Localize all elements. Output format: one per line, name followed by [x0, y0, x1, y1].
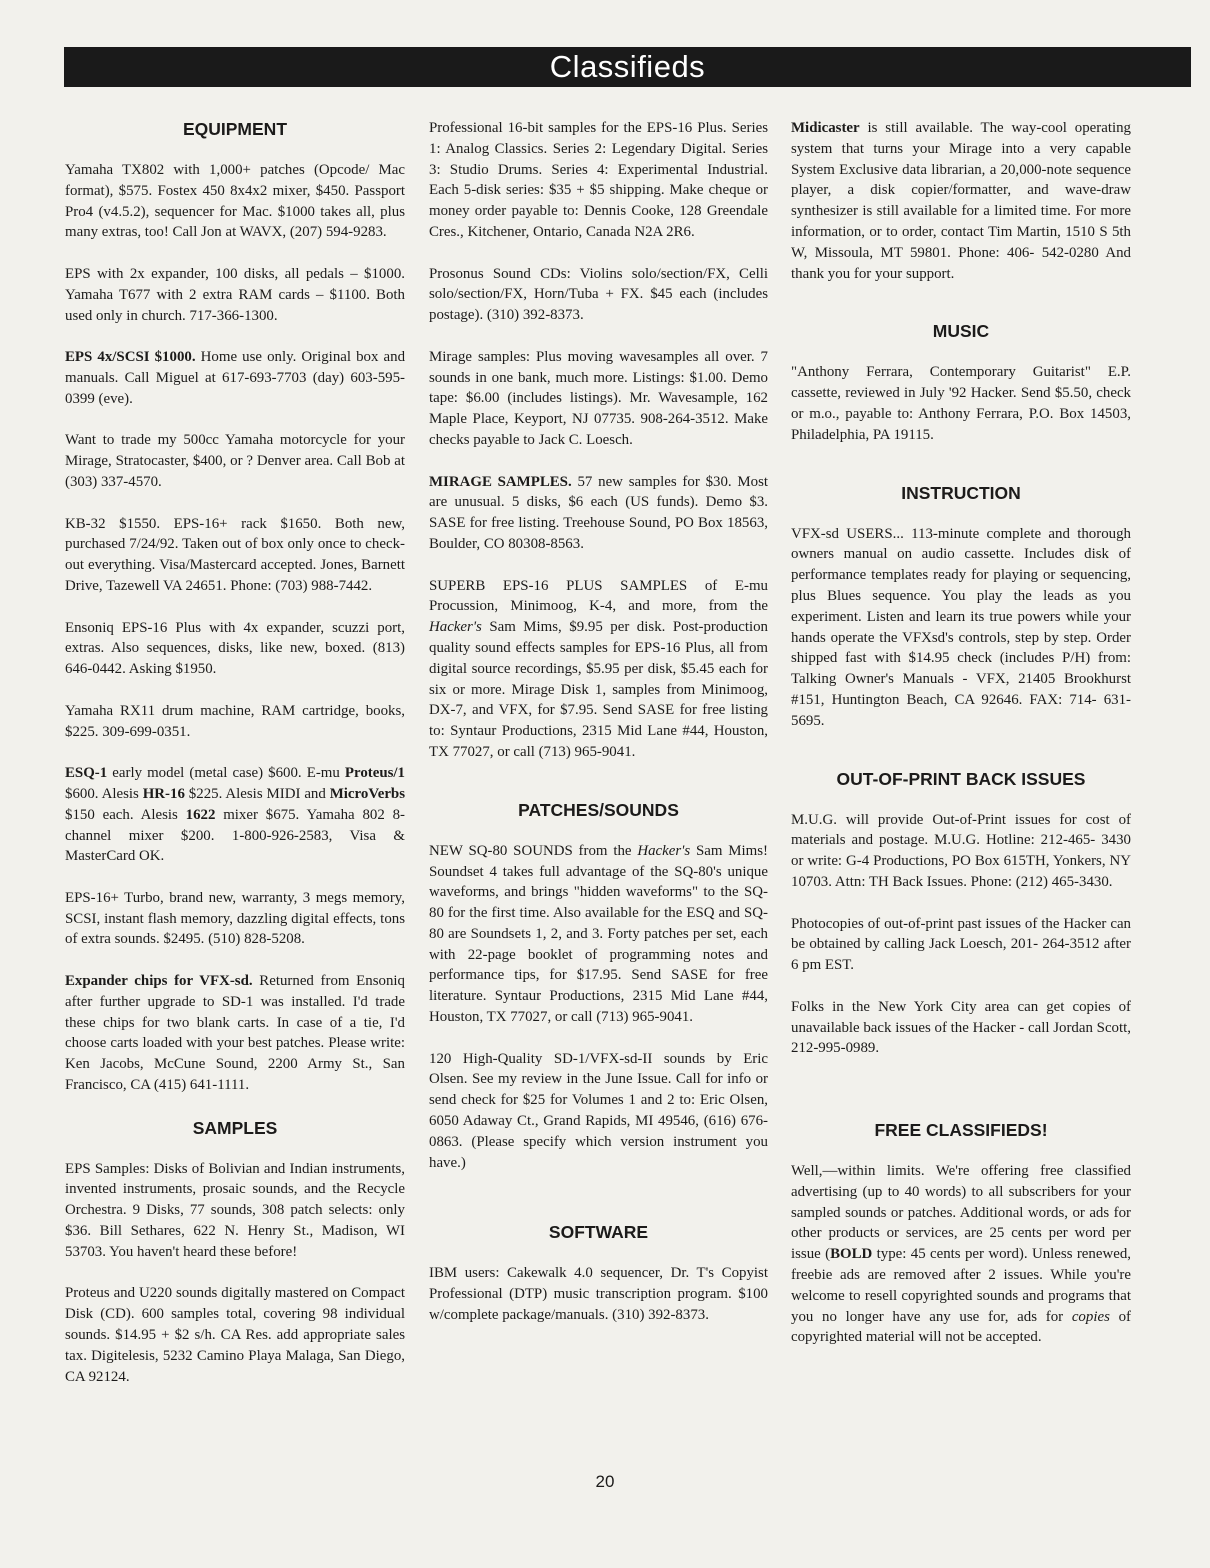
column-1 — [65, 118, 405, 1408]
section-heading-software: SOFTWARE — [548, 1222, 649, 1243]
section-heading-free-classifieds: FREE CLASSIFIEDS! — [874, 1120, 1048, 1141]
ad-bold-term: 1622 — [185, 806, 216, 823]
ad-software-cakewalk: IBM users: Cakewalk 4.0 sequencer, Dr. T's Copyist Professional (DTP) music transcription program. $100 w/complete package/manuals. (310) 392-8373. — [429, 1265, 768, 1324]
column-3 — [791, 118, 1131, 1369]
ad-music-ferrara: "Anthony Ferrara, Contemporary Guitarist" E.P. cassette, reviewed in July '92 Hacker. Send $5.50, check or m.o., payable to: Anthony Ferrara, P.O. Box 14503, Philadelphia, PA 19115. — [791, 364, 1131, 443]
ad-free-classifieds-policy — [791, 1161, 1131, 1348]
section-heading-back-issues: OUT-OF-PRINT BACK ISSUES — [836, 768, 1086, 789]
ad-equipment-eps16-turbo: EPS-16+ Turbo, brand new, warranty, 3 megs memory, SCSI, instant flash memory, dazzling digital effects, tons of extra sounds. $2495. (510) 828-5208. — [65, 889, 405, 948]
ad-body: early model (metal case) $600. E-mu — [107, 765, 345, 782]
ad-equipment-eps-expander: EPS with 2x expander, 100 disks, all pedals – $1000. Yamaha T677 with 2 extra RAM cards – $1100. Both used only in church. 717-366-1300. — [65, 265, 405, 324]
ad-equipment-kb32: KB-32 $1550. EPS-16+ rack $1650. Both new, purchased 7/24/92. Taken out of box only once to check-out everything. Visa/Mastercard accepted. Jones, Barnett Drive, Tazewell VA 24651. Phone: (703) 988-7442. — [65, 515, 405, 594]
section-heading-music: MUSIC — [932, 321, 990, 342]
ad-body: Home use only. Original box and manuals. Call Miguel at 617-693-7703 (day) 603-595-0399 (eve). — [65, 349, 406, 407]
ad-bold-term: BOLD — [830, 1246, 873, 1263]
ad-samples-prosonus: Prosonus Sound CDs: Violins solo/section/FX, Celli solo/section/FX, Horn/Tuba + FX. $45 each (includes postage). (310) 392-8373. — [429, 265, 768, 324]
ad-equipment-motorcycle-trade: Want to trade my 500cc Yamaha motorcycle for your Mirage, Stratocaster, $400, or ? Denver area. Call Bob at (303) 337-4570. — [65, 432, 405, 490]
ad-samples-16bit: Professional 16-bit samples for the EPS-16 Plus. Series 1: Analog Classics. Series 2: Legendary Digital. Series 3: Studio Drums. Series 4: Experimental Industrial. Each 5-disk series: $35 + $5 shipping. Make cheque or money order payable to: Dennis Cooke, 128 Greendale Cres., Kitchener, Ontario, Canada N2A 2R6. — [429, 120, 768, 240]
ad-software-midicaster — [791, 118, 1131, 284]
ad-lead: Midicaster — [791, 120, 860, 136]
ad-body: $225. Alesis MIDI and — [184, 785, 330, 802]
ad-patches-sd1-vfx: 120 High-Quality SD-1/VFX-sd-II sounds by Eric Olsen. See my review in the June Issue. Call for info or send check for $25 for Volumes 1 and 2 to: Eric Olsen, 6050 Adaway Ct., Grand Rapids, MI 49546, (616) 676-0863. (Please specify which version instrument you have.) — [429, 1050, 768, 1171]
ad-body: Well,—within limits. We're offering free classified advertising (up to 40 words) to all subscribers for your sampled sounds or patches. Additional words, or ads for other products or services, are 25 cents per word per issue ( — [791, 1163, 1131, 1263]
ad-body: SUPERB EPS-16 PLUS SAMPLES of E-mu Procussion, Minimoog, K-4, and more, from the — [429, 577, 768, 615]
ad-italic-term: Hacker's — [429, 619, 482, 636]
section-heading-patches: PATCHES/SOUNDS — [518, 799, 679, 820]
ad-equipment-rx11: Yamaha RX11 drum machine, RAM cartridge, books, $225. 309-699-0351. — [65, 702, 405, 740]
ad-body: is still available. The way-cool operating system that turns your Mirage into a very capable System Exclusive data librarian, a 20,000-note sequence player, a disk copier/formatter, and wave-draw synthesizer is still available for a limited time. For more information, or to order, contact Tim Martin, 1510 S 5th W, Missoula, MT 59801. Phone: 406- 542-0280 And thank you for your support. — [791, 120, 1131, 282]
section-heading-instruction: INSTRUCTION — [901, 482, 1021, 503]
ad-body: $600. Alesis — [65, 785, 143, 802]
page-title: Classifieds — [64, 47, 1191, 87]
ad-equipment-eps-4x — [65, 347, 405, 409]
ad-samples-mirage-wavesample: Mirage samples: Plus moving wavesamples all over. 7 sounds in one bank, much more. Listings: $1.00. Demo tape: $6.00 (includes listings). Mr. Wavesample, 162 Maple Place, Keyport, NJ 07735. 908-264-3512. Make checks payable to Jack C. Loesch. — [429, 348, 768, 448]
ad-body: $150 each. Alesis — [65, 806, 186, 823]
ad-samples-bolivian: EPS Samples: Disks of Bolivian and Indian instruments, invented instruments, prosaic sounds, and the Recycle Orchestra. 9 Disks, 77 sounds, 308 patch selects: only $36. Bill Sethares, 622 N. Henry St., Madison, WI 53703. You haven't heard these before! — [65, 1160, 405, 1260]
ad-instruction-vfx-sd: VFX-sd USERS... 113-minute complete and thorough owners manual on audio cassette. Includes disk of performance templates ready for playing or sequencing, plus Blues sequence. You play the leads as you experiment. Listen and learn its true powers while your hands operate the VFXsd's controls, step by step. Order shipped fast with $14.95 check (includes P/H) from: Talking Owner's Manuals - VFX, 21405 Brookhurst #151, Huntington Beach, CA 92646. FAX: 714- 631-5695. — [791, 525, 1131, 729]
ad-back-issues-photocopies: Photocopies of out-of-print past issues of the Hacker can be obtained by calling Jack Loesch, 201- 264-3512 after 6 pm EST. — [791, 915, 1131, 974]
ad-body: NEW SQ-80 SOUNDS from the — [429, 842, 638, 859]
ad-italic-term: copies — [1071, 1308, 1110, 1325]
ad-body: Sam Mims! Soundset 4 takes full advantage of the SQ-80's unique waveforms, and brings "hidden waveforms" to the SQ-80 for the first time. Also available for the ESQ and SQ-80 are Soundsets 1, 2, and 3. Forty patches per set, each with 22-page booklet of programming notes and performance tips, for $17.95. Send SASE for free literature. Syntaur Productions, 2315 Mid Lane #44, Houston, TX 77027, or call (713) 965-9041. — [429, 842, 768, 1026]
ad-samples-superb-eps16 — [429, 576, 768, 763]
ad-body: of copyrighted material will not be accepted. — [791, 1308, 1131, 1346]
ad-body: mixer $675. Yamaha 802 8-channel mixer $200. 1-800-926-2583, Visa & MasterCard OK. — [65, 806, 405, 865]
ad-body: Returned from Ensoniq after further upgrade to SD-1 was installed. I'd trade these chips for two blank carts. In case of a tie, I'd choose carts loaded with your best patches. Please write: Ken Jacobs, McCune Sound, 2200 Army St., San Francisco, CA (415) 641-1111. — [65, 973, 405, 1094]
ad-bold-term: HR-16 — [142, 785, 185, 802]
ad-samples-mirage-treehouse — [429, 472, 768, 555]
ad-patches-sq80 — [429, 841, 768, 1028]
ad-equipment-tx802: Yamaha TX802 with 1,000+ patches (Opcode/ Mac format), $575. Fostex 450 8x4x2 mixer, $450. Passport Pro4 (v4.5.2), sequencer for Mac. $1000 takes all, plus many extras, too! Call Jon at WAVX, (207) 594-9283. — [65, 162, 405, 241]
ad-back-issues-mug: M.U.G. will provide Out-of-Print issues for cost of materials and postage. M.U.G. Hotline: 212-465- 3430 or write: G-4 Productions, PO Box 615TH, Yonkers, NY 10703. Attn: TH Back Issues. Phone: (212) 465-3430. — [791, 811, 1131, 890]
ad-lead: EPS 4x/SCSI $1000. — [65, 349, 196, 366]
ad-equipment-expander-chips — [65, 971, 405, 1096]
ad-bold-term: MicroVerbs — [329, 785, 406, 802]
ad-samples-proteus-cd: Proteus and U220 sounds digitally mastered on Compact Disk (CD). 600 samples total, covering 98 individual sounds. $14.95 + $2 s/h. CA Res. add appropriate sales tax. Digitelesis, 5232 Camino Playa Malaga, San Diego, CA 92124. — [65, 1285, 405, 1385]
ad-bold-term: Proteus/1 — [344, 765, 405, 782]
column-2 — [429, 118, 768, 1347]
ad-lead: MIRAGE SAMPLES. — [429, 473, 572, 490]
ad-body: Sam Mims, $9.95 per disk. Post-production quality sound effects samples for EPS-16 Plus, all from digital source recordings, $5.95 per disk, $5.45 each for six or more. Mirage Disk 1, samples from Minimoog, DX-7, and VFX, for $7.95. Send SASE for free listing to: Syntaur Productions, 2315 Mid Lane #44, Houston, TX 77027, or call (713) 965-9041. — [429, 619, 768, 760]
ad-lead: Expander chips for VFX-sd. — [65, 973, 253, 990]
ad-body: type: 45 cents per word). Unless renewed, freebie ads are removed after 2 issues. While you're welcome to resell copyrighted sounds and programs that you no longer have any use for, ads for — [791, 1246, 1131, 1325]
section-heading-equipment: EQUIPMENT — [182, 119, 288, 139]
page-number: 20 — [595, 1472, 615, 1491]
section-heading-samples: SAMPLES — [192, 1117, 278, 1138]
ad-body: 57 new samples for $30. Most are unusual. 5 disks, $6 each (US funds). Demo $3. SASE for free listing. Treehouse Sound, PO Box 18563, Boulder, CO 80308-8563. — [429, 473, 769, 552]
ad-back-issues-nyc: Folks in the New York City area can get copies of unavailable back issues of the Hacker - call Jordan Scott, 212-995-0989. — [791, 998, 1131, 1057]
ad-equipment-esq1-lot — [65, 763, 405, 867]
ad-italic-term: Hacker's — [637, 842, 691, 859]
ad-equipment-eps16-plus: Ensoniq EPS-16 Plus with 4x expander, scuzzi port, extras. Also sequences, disks, like new, boxed. (813) 646-0442. Asking $1950. — [65, 619, 405, 678]
ad-bold-term: ESQ-1 — [65, 765, 108, 782]
